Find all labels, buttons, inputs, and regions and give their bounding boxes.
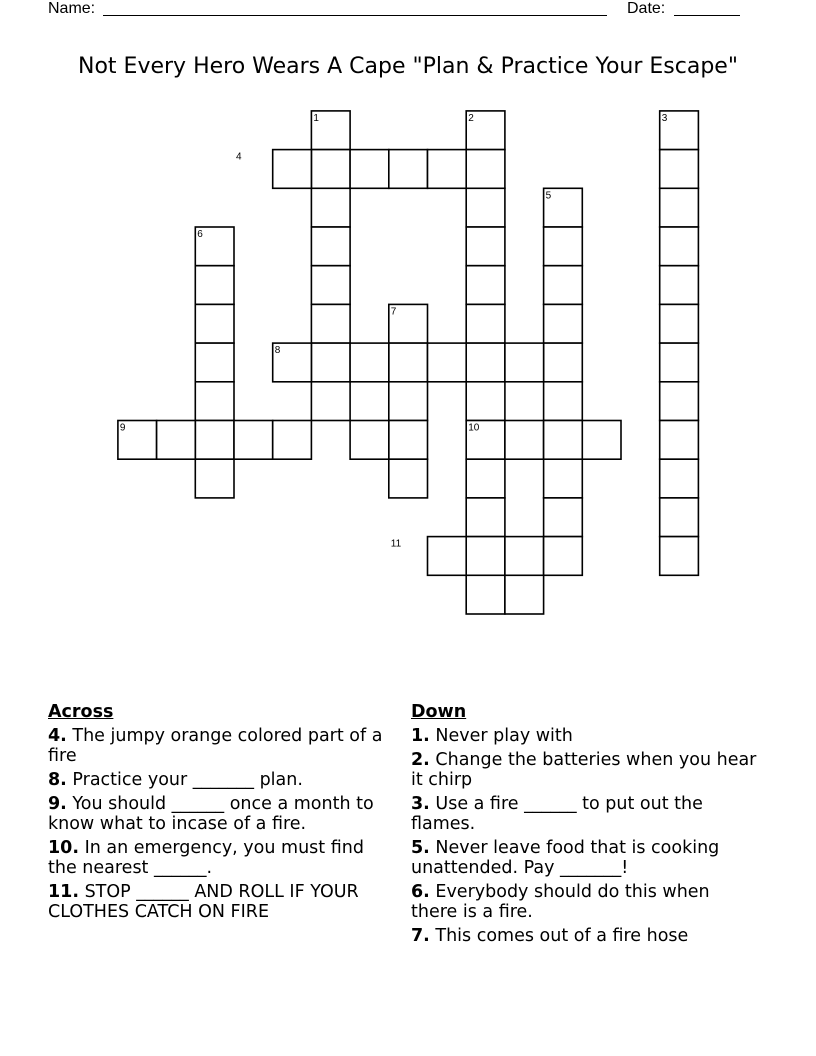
grid-cell[interactable] [466, 304, 505, 343]
down-clue-text: Never leave food that is cooking unattended. Pay _______! [411, 838, 720, 878]
grid-cell[interactable] [389, 343, 428, 382]
grid-cell[interactable] [195, 459, 234, 498]
cell-number-3: 3 [661, 112, 668, 124]
grid-cell[interactable] [466, 498, 505, 537]
grid-cell[interactable] [273, 150, 312, 189]
grid-cell[interactable] [311, 304, 350, 343]
across-clue-number: 4. [48, 726, 67, 746]
across-clue [48, 882, 388, 922]
across-clue-text: You should ______ once a month to know what to incase of a fire. [48, 794, 374, 834]
across-clue-list [48, 726, 388, 922]
grid-cell[interactable] [195, 382, 234, 421]
down-clue-number: 7. [411, 926, 430, 946]
down-clue [411, 794, 761, 834]
across-heading: Across [48, 702, 114, 722]
puzzle-title: Not Every Hero Wears A Cape "Plan & Practice Your Escape" [78, 54, 738, 79]
cell-number-11: 11 [390, 538, 402, 550]
down-clues [411, 702, 761, 950]
across-clue-text: Practice your _______ plan. [66, 770, 303, 790]
grid-cell[interactable] [273, 421, 312, 460]
grid-cell[interactable] [428, 537, 467, 576]
down-clue [411, 926, 761, 946]
grid-cell[interactable] [311, 266, 350, 305]
grid-cell[interactable] [195, 266, 234, 305]
grid-cell[interactable] [428, 150, 467, 189]
cell-number-6: 6 [197, 229, 203, 240]
across-clues [48, 702, 388, 926]
across-clue-number: 8. [48, 770, 67, 790]
grid-cell[interactable] [505, 575, 544, 614]
grid-cell[interactable] [311, 150, 350, 189]
cell-number-1: 1 [313, 112, 319, 124]
grid-cell[interactable] [311, 343, 350, 382]
grid-cell[interactable] [389, 382, 428, 421]
grid-cell[interactable] [660, 498, 699, 537]
grid-cell[interactable] [466, 343, 505, 382]
grid-cell[interactable] [195, 343, 234, 382]
cell-number-7: 7 [390, 306, 397, 318]
grid-cell[interactable] [466, 266, 505, 305]
grid-cell[interactable] [466, 382, 505, 421]
grid-cell[interactable] [157, 421, 196, 460]
grid-cell[interactable] [505, 343, 544, 382]
grid-cell[interactable] [466, 227, 505, 266]
across-clue-text: The jumpy orange colored part of a fire [48, 726, 383, 766]
down-clue-text: This comes out of a fire hose [429, 926, 689, 946]
across-clue-number: 11. [48, 882, 80, 902]
down-clue-number: 5. [411, 838, 430, 858]
down-heading: Down [411, 702, 467, 722]
grid-cell[interactable] [311, 382, 350, 421]
down-clue-number: 3. [411, 794, 430, 814]
down-clue [411, 838, 761, 878]
down-clue-list [411, 726, 761, 946]
grid-cell[interactable] [311, 188, 350, 227]
grid-cell[interactable] [660, 227, 699, 266]
across-clue-text: STOP ______ AND ROLL IF YOUR CLOTHES CATCH ON FIRE [48, 882, 359, 922]
across-clue [48, 794, 388, 834]
grid-cell[interactable] [311, 227, 350, 266]
grid-cell[interactable] [466, 188, 505, 227]
down-clue [411, 882, 761, 922]
cell-number-4: 4 [236, 151, 242, 163]
grid-cell[interactable] [350, 150, 389, 189]
grid-cell[interactable] [466, 459, 505, 498]
grid-cell[interactable] [544, 227, 583, 266]
grid-cell[interactable] [428, 343, 467, 382]
grid-cell[interactable] [350, 343, 389, 382]
across-clue-number: 10. [48, 838, 80, 858]
grid-cell[interactable] [466, 537, 505, 576]
grid-cell[interactable] [660, 382, 699, 421]
grid-cell[interactable] [660, 188, 699, 227]
grid-cell[interactable] [660, 537, 699, 576]
grid-cell[interactable] [544, 421, 583, 460]
date-label: Date: [627, 0, 666, 17]
down-clue-text: Never play with [429, 726, 573, 746]
grid-cell[interactable] [389, 459, 428, 498]
across-clue [48, 770, 388, 790]
grid-cell[interactable] [505, 421, 544, 460]
grid-cell[interactable] [544, 266, 583, 305]
grid-cell[interactable] [466, 150, 505, 189]
grid-cell[interactable] [389, 150, 428, 189]
grid-cell[interactable] [234, 421, 273, 460]
grid-cell[interactable] [544, 537, 583, 576]
grid-cell[interactable] [544, 343, 583, 382]
across-clue-text: In an emergency, you must find the nearest ______. [48, 838, 364, 878]
grid-cell[interactable] [466, 575, 505, 614]
grid-cell[interactable] [660, 150, 699, 189]
grid-cell[interactable] [544, 459, 583, 498]
grid-cell[interactable] [660, 459, 699, 498]
grid-cell[interactable] [350, 421, 389, 460]
grid-cell[interactable] [660, 421, 699, 460]
cell-number-9: 9 [119, 422, 126, 434]
grid-cell[interactable] [505, 537, 544, 576]
down-clue-number: 2. [411, 750, 430, 770]
cell-number-2: 2 [468, 112, 474, 124]
grid-cell[interactable] [195, 304, 234, 343]
down-clue-number: 6. [411, 882, 430, 902]
grid-cell[interactable] [660, 343, 699, 382]
cell-number-8: 8 [274, 345, 281, 357]
name-label: Name: [48, 0, 96, 17]
grid-cell[interactable] [660, 304, 699, 343]
grid-cell[interactable] [389, 421, 428, 460]
grid-cell[interactable] [195, 421, 234, 460]
down-clue [411, 726, 761, 746]
down-clue-text: Everybody should do this when there is a fire. [411, 882, 710, 922]
grid-cell[interactable] [544, 304, 583, 343]
across-clue [48, 726, 388, 766]
grid-cell[interactable] [544, 498, 583, 537]
down-clue-text: Change the batteries when you hear it chirp [411, 750, 757, 790]
cell-number-5: 5 [545, 190, 552, 202]
across-clue [48, 838, 388, 878]
down-clue-text: Use a fire ______ to put out the flames. [411, 794, 703, 834]
grid-cell[interactable] [582, 421, 621, 460]
across-clue-number: 9. [48, 794, 67, 814]
grid-cell[interactable] [544, 382, 583, 421]
grid-cell[interactable] [660, 266, 699, 305]
down-clue [411, 750, 761, 790]
down-clue-number: 1. [411, 726, 430, 746]
cell-number-10: 10 [468, 422, 480, 434]
